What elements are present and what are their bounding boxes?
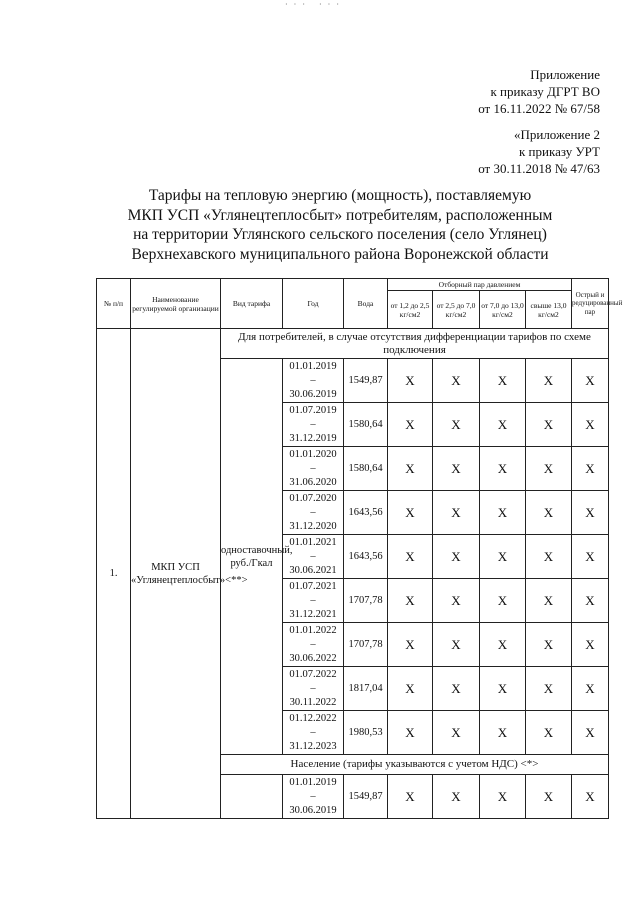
appendix-line: «Приложение 2 — [513, 127, 600, 142]
tariff-type: одноставочный, руб./Гкал — [221, 359, 283, 755]
steam-2-value: X — [433, 447, 480, 491]
tariff-table — [96, 278, 623, 819]
period-cell: 01.12.2022 – 31.12.2023 — [283, 711, 344, 755]
steam-1-value: X — [388, 775, 433, 819]
appendix-line: к приказу УРТ — [518, 144, 600, 159]
steam-1-value: X — [388, 711, 433, 755]
header-tariff-type: Вид тарифа — [221, 279, 283, 329]
steam-4-value: X — [526, 775, 572, 819]
header-number: № п/п — [97, 279, 131, 329]
period-cell: 01.01.2020 – 31.06.2020 — [283, 447, 344, 491]
header-steam-1-2-5: от 1,2 до 2,5 кг/см2 — [388, 291, 433, 329]
steam-3-value: X — [480, 623, 526, 667]
steam-2-value: X — [433, 491, 480, 535]
steam-3-value: X — [480, 535, 526, 579]
steam-3-value: X — [480, 667, 526, 711]
appendix-line: от 16.11.2022 № 67/58 — [478, 101, 600, 116]
steam-3-value: X — [480, 579, 526, 623]
header-steam-2-5-7: от 2,5 до 7,0 кг/см2 — [433, 291, 480, 329]
steam-3-value: X — [480, 403, 526, 447]
header-water: Вода — [344, 279, 388, 329]
steam-1-value: X — [388, 491, 433, 535]
water-value: 1580,64 — [344, 403, 388, 447]
steam-4-value: X — [526, 359, 572, 403]
steam-2-value: X — [433, 775, 480, 819]
steam-1-value: X — [388, 667, 433, 711]
steam-4-value: X — [526, 491, 572, 535]
sharp-steam-value: X — [572, 579, 609, 623]
period-cell: 01.07.2022 – 30.11.2022 — [283, 667, 344, 711]
row-number: 1. — [97, 329, 131, 819]
steam-2-value: X — [433, 711, 480, 755]
organization-name: МКП УСП «Углянецтеплосбыт»<**> — [131, 329, 221, 819]
title-line: Верхнехавского муниципального района Воронежской области — [131, 245, 549, 263]
tariff-type-empty — [221, 775, 283, 819]
steam-4-value: X — [526, 447, 572, 491]
steam-2-value: X — [433, 535, 480, 579]
title-line: Тарифы на тепловую энергию (мощность), поставляемую — [148, 187, 532, 204]
steam-4-value: X — [526, 535, 572, 579]
steam-4-value: X — [526, 579, 572, 623]
steam-3-value: X — [480, 775, 526, 819]
scan-marks: ··· ··· — [285, 0, 345, 9]
period-cell: 01.07.2020 – 31.12.2020 — [283, 491, 344, 535]
steam-2-value: X — [433, 359, 480, 403]
steam-4-value: X — [526, 667, 572, 711]
steam-1-value: X — [388, 447, 433, 491]
steam-1-value: X — [388, 403, 433, 447]
period-cell: 01.01.2019 – 30.06.2019 — [283, 775, 344, 819]
appendix-reference-current — [478, 66, 600, 117]
section-label-general: Для потребителей, в случае отсутствия дифференциации тарифов по схеме подключения — [221, 329, 609, 359]
water-value: 1817,04 — [344, 667, 388, 711]
steam-4-value: X — [526, 623, 572, 667]
steam-1-value: X — [388, 623, 433, 667]
water-value: 1643,56 — [344, 535, 388, 579]
sharp-steam-value: X — [572, 403, 609, 447]
steam-1-value: X — [388, 535, 433, 579]
steam-3-value: X — [480, 491, 526, 535]
steam-2-value: X — [433, 403, 480, 447]
steam-3-value: X — [480, 711, 526, 755]
period-cell: 01.01.2021 – 30.06.2021 — [283, 535, 344, 579]
header-sharp-steam: Острый и редуцированный пар — [572, 279, 609, 329]
steam-4-value: X — [526, 403, 572, 447]
appendix-reference-original — [478, 126, 600, 177]
sharp-steam-value: X — [572, 711, 609, 755]
header-steam-7-13: от 7,0 до 13,0 кг/см2 — [480, 291, 526, 329]
period-cell: 01.01.2019 – 30.06.2019 — [283, 359, 344, 403]
period-cell: 01.07.2021 – 31.12.2021 — [283, 579, 344, 623]
section-label-population: Население (тарифы указываются с учетом НДС) <*> — [221, 755, 609, 775]
header-organization: Наименование регулируемой организации — [131, 279, 221, 329]
water-value: 1980,53 — [344, 711, 388, 755]
steam-2-value: X — [433, 623, 480, 667]
appendix-line: Приложение — [530, 67, 600, 82]
water-value: 1549,87 — [344, 775, 388, 819]
sharp-steam-value: X — [572, 623, 609, 667]
header-year: Год — [283, 279, 344, 329]
steam-2-value: X — [433, 579, 480, 623]
header-steam-group: Отборный пар давлением — [388, 279, 572, 291]
steam-3-value: X — [480, 447, 526, 491]
water-value: 1643,56 — [344, 491, 388, 535]
water-value: 1707,78 — [344, 579, 388, 623]
steam-2-value: X — [433, 667, 480, 711]
water-value: 1707,78 — [344, 623, 388, 667]
water-value: 1549,87 — [344, 359, 388, 403]
sharp-steam-value: X — [572, 359, 609, 403]
period-cell: 01.01.2022 – 30.06.2022 — [283, 623, 344, 667]
sharp-steam-value: X — [572, 535, 609, 579]
sharp-steam-value: X — [572, 775, 609, 819]
water-value: 1580,64 — [344, 447, 388, 491]
document-title — [90, 186, 590, 264]
sharp-steam-value: X — [572, 447, 609, 491]
appendix-line: к приказу ДГРТ ВО — [490, 84, 600, 99]
sharp-steam-value: X — [572, 667, 609, 711]
steam-3-value: X — [480, 359, 526, 403]
header-steam-over-13: свыше 13,0 кг/см2 — [526, 291, 572, 329]
steam-1-value: X — [388, 359, 433, 403]
title-line: на территории Углянского сельского поселения (село Углянец) — [133, 226, 547, 243]
steam-4-value: X — [526, 711, 572, 755]
steam-1-value: X — [388, 579, 433, 623]
period-cell: 01.07.2019 – 31.12.2019 — [283, 403, 344, 447]
title-line: МКП УСП «Углянецтеплосбыт» потребителям, расположенным — [127, 206, 553, 224]
sharp-steam-value: X — [572, 491, 609, 535]
appendix-line: от 30.11.2018 № 47/63 — [478, 161, 600, 176]
